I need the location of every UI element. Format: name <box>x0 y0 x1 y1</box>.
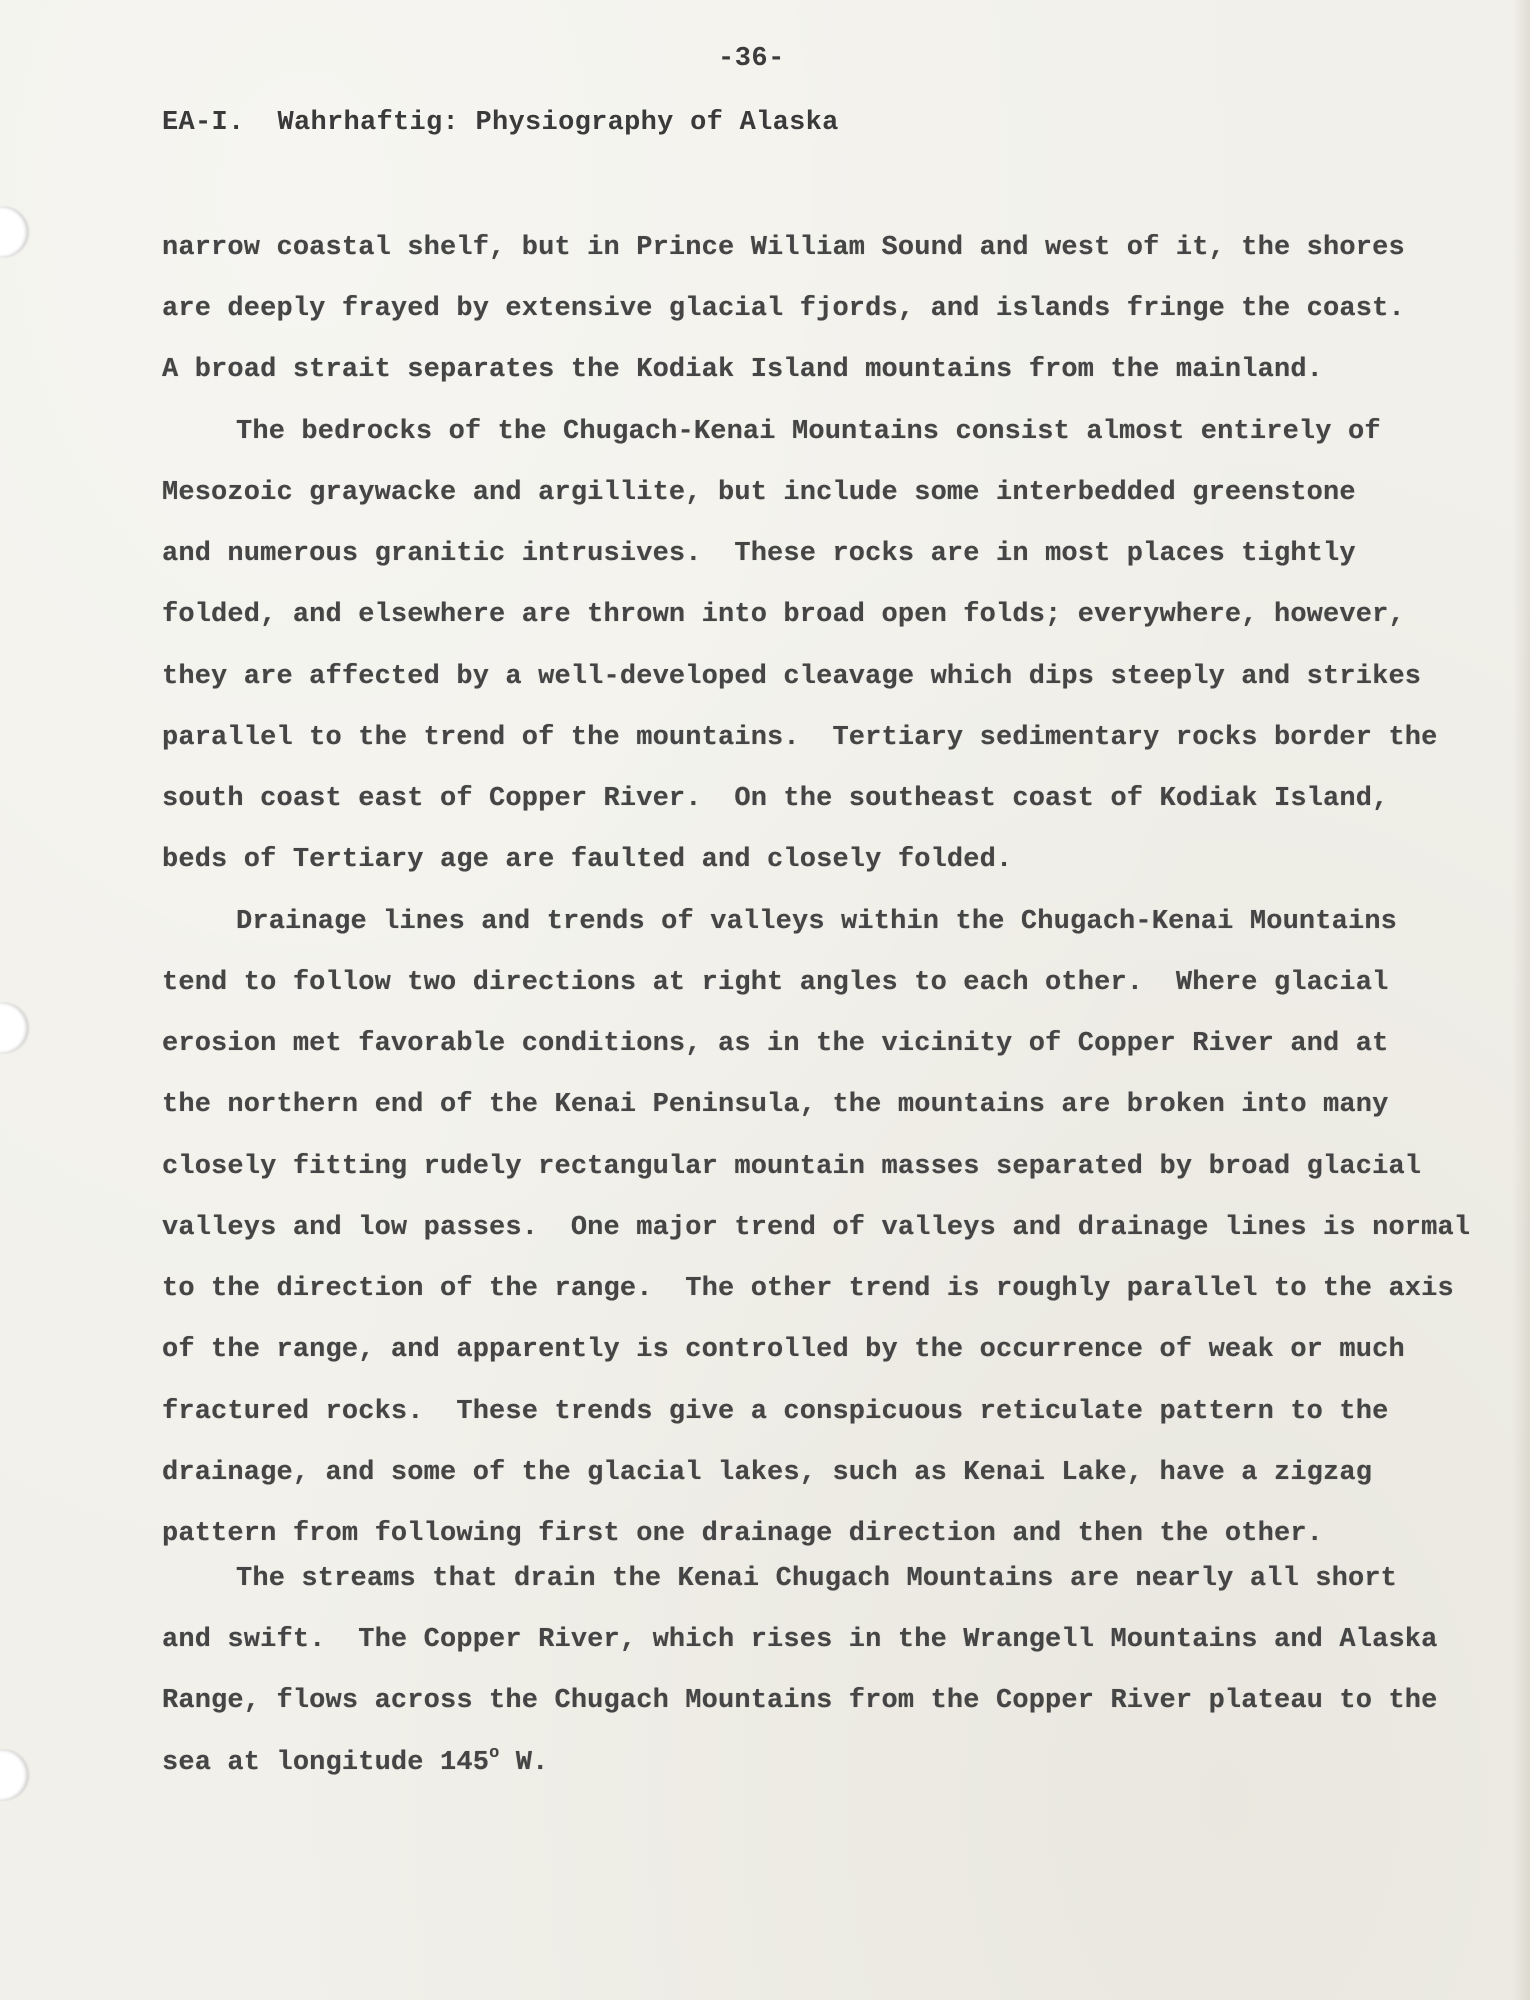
paragraph-2-line-1: The bedrocks of the Chugach-Kenai Mountains consist almost entirely of <box>236 417 1381 447</box>
paragraph-3-line-10: drainage, and some of the glacial lakes, such as Kenai Lake, have a zigzag <box>162 1458 1373 1488</box>
paragraph-3-line-3: erosion met favorable conditions, as in the vicinity of Copper River and at <box>162 1029 1389 1059</box>
paragraph-2-line-3: and numerous granitic intrusives. These rocks are in most places tightly <box>162 539 1356 569</box>
paragraph-3-line-6: valleys and low passes. One major trend of valleys and drainage lines is normal <box>162 1213 1471 1243</box>
paragraph-2-line-4: folded, and elsewhere are thrown into broad open folds; everywhere, however, <box>162 600 1405 630</box>
paragraph-2-line-2: Mesozoic graywacke and argillite, but include some interbedded greenstone <box>162 478 1356 508</box>
paragraph-3-line-1: Drainage lines and trends of valleys within the Chugach-Kenai Mountains <box>236 907 1398 937</box>
paragraph-4-line-4-text: sea at longitude 145 <box>162 1748 490 1778</box>
paragraph-3-line-8: of the range, and apparently is controlled by the occurrence of weak or much <box>162 1335 1405 1365</box>
paragraph-3-line-4: the northern end of the Kenai Peninsula, the mountains are broken into many <box>162 1090 1389 1120</box>
paragraph-2-line-5: they are affected by a well-developed cleavage which dips steeply and strikes <box>162 662 1422 692</box>
running-head: EA-I. Wahrhaftig: Physiography of Alaska <box>162 108 839 138</box>
paragraph-4-line-4-end: W. <box>499 1748 549 1778</box>
paragraph-3-line-9: fractured rocks. These trends give a conspicuous reticulate pattern to the <box>162 1397 1389 1427</box>
paragraph-3-line-11: pattern from following first one drainage direction and then the other. <box>162 1519 1324 1549</box>
paragraph-3-line-2: tend to follow two directions at right angles to each other. Where glacial <box>162 968 1389 998</box>
paragraph-1-line-3: A broad strait separates the Kodiak Island mountains from the mainland. <box>162 355 1324 385</box>
punch-hole-top <box>0 207 28 257</box>
paragraph-1-line-1: narrow coastal shelf, but in Prince William Sound and west of it, the shores <box>162 233 1405 263</box>
paragraph-3-line-5: closely fitting rudely rectangular mountain masses separated by broad glacial <box>162 1152 1422 1182</box>
paragraph-1-line-2: are deeply frayed by extensive glacial fjords, and islands fringe the coast. <box>162 294 1405 324</box>
paragraph-4-line-4 <box>162 1744 549 1778</box>
punch-hole-middle <box>0 1003 28 1053</box>
paragraph-4-line-2: and swift. The Copper River, which rises in the Wrangell Mountains and Alaska <box>162 1625 1438 1655</box>
paragraph-4-line-1: The streams that drain the Kenai Chugach Mountains are nearly all short <box>236 1564 1398 1594</box>
paragraph-2-line-7: south coast east of Copper River. On the southeast coast of Kodiak Island, <box>162 784 1389 814</box>
paragraph-2-line-6: parallel to the trend of the mountains. Tertiary sedimentary rocks border the <box>162 723 1438 753</box>
page-edge-shadow <box>1512 0 1530 2000</box>
paragraph-3-line-7: to the direction of the range. The other trend is roughly parallel to the axis <box>162 1274 1454 1304</box>
punch-hole-bottom <box>0 1750 28 1800</box>
page-number: -36- <box>718 44 785 74</box>
paragraph-4-line-3: Range, flows across the Chugach Mountains from the Copper River plateau to the <box>162 1686 1438 1716</box>
paragraph-2-line-8: beds of Tertiary age are faulted and closely folded. <box>162 845 1013 875</box>
degree-mark: o <box>489 1744 500 1763</box>
